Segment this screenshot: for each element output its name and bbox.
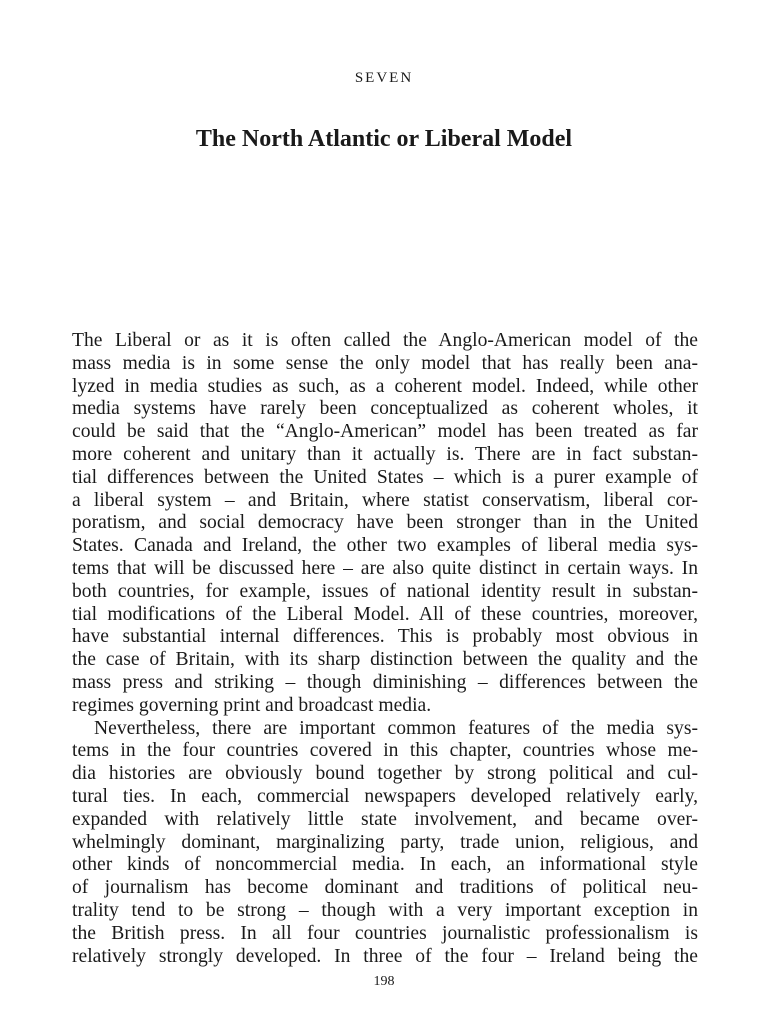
chapter-title: The North Atlantic or Liberal Model	[195, 126, 573, 152]
page-number: 198	[373, 974, 395, 989]
text-line: a liberal system – and Britain, where statist conservatism, liberal cor-	[72, 489, 698, 511]
text-line: States. Canada and Ireland, the other two examples of liberal media sys-	[72, 535, 698, 557]
text-line: other kinds of noncommercial media. In each, an informational style	[72, 854, 698, 876]
text-line: more coherent and unitary than it actually is. There are in fact substan-	[72, 443, 698, 465]
text-line: could be said that the “Anglo-American” model has been treated as far	[72, 421, 698, 443]
text-line: regimes governing print and broadcast media.	[72, 694, 432, 716]
text-line: both countries, for example, issues of national identity result in substan-	[72, 580, 698, 602]
paragraph-1	[72, 330, 698, 718]
body-text	[72, 330, 698, 968]
text-line: mass press and striking – though diminishing – differences between the	[72, 671, 698, 693]
text-line: mass media is in some sense the only model that has really been ana-	[72, 352, 698, 374]
text-line: tial modifications of the Liberal Model. All of these countries, moreover,	[72, 603, 698, 625]
text-line: Nevertheless, there are important common features of the media sys-	[94, 717, 698, 739]
text-line: tems in the four countries covered in this chapter, countries whose me-	[72, 740, 698, 762]
chapter-number: SEVEN	[354, 70, 414, 86]
text-line: expanded with relatively little state involvement, and became over-	[72, 808, 698, 830]
text-line: relatively strongly developed. In three of the four – Ireland being the	[72, 945, 698, 967]
text-line: tial differences between the United States – which is a purer example of	[72, 466, 698, 488]
text-line: whelmingly dominant, marginalizing party, trade union, religious, and	[72, 831, 698, 853]
text-line: dia histories are obviously bound together by strong political and cul-	[72, 763, 698, 785]
text-line: have substantial internal differences. This is probably most obvious in	[72, 626, 698, 648]
text-line: lyzed in media studies as such, as a coherent model. Indeed, while other	[72, 375, 698, 397]
text-line: poratism, and social democracy have been stronger than in the United	[72, 512, 698, 534]
text-line: the British press. In all four countries journalistic professionalism is	[72, 922, 698, 944]
text-line: tural ties. In each, commercial newspapers developed relatively early,	[72, 785, 698, 807]
text-line: tems that will be discussed here – are also quite distinct in certain ways. In	[72, 557, 698, 579]
text-line: The Liberal or as it is often called the Anglo-American model of the	[72, 330, 698, 351]
text-line: media systems have rarely been conceptualized as coherent wholes, it	[72, 398, 698, 420]
text-line: the case of Britain, with its sharp distinction between the quality and the	[72, 649, 698, 671]
text-line: of journalism has become dominant and traditions of political neu-	[72, 877, 698, 899]
paragraph-2	[72, 718, 698, 969]
text-line: trality tend to be strong – though with a very important exception in	[72, 899, 698, 921]
